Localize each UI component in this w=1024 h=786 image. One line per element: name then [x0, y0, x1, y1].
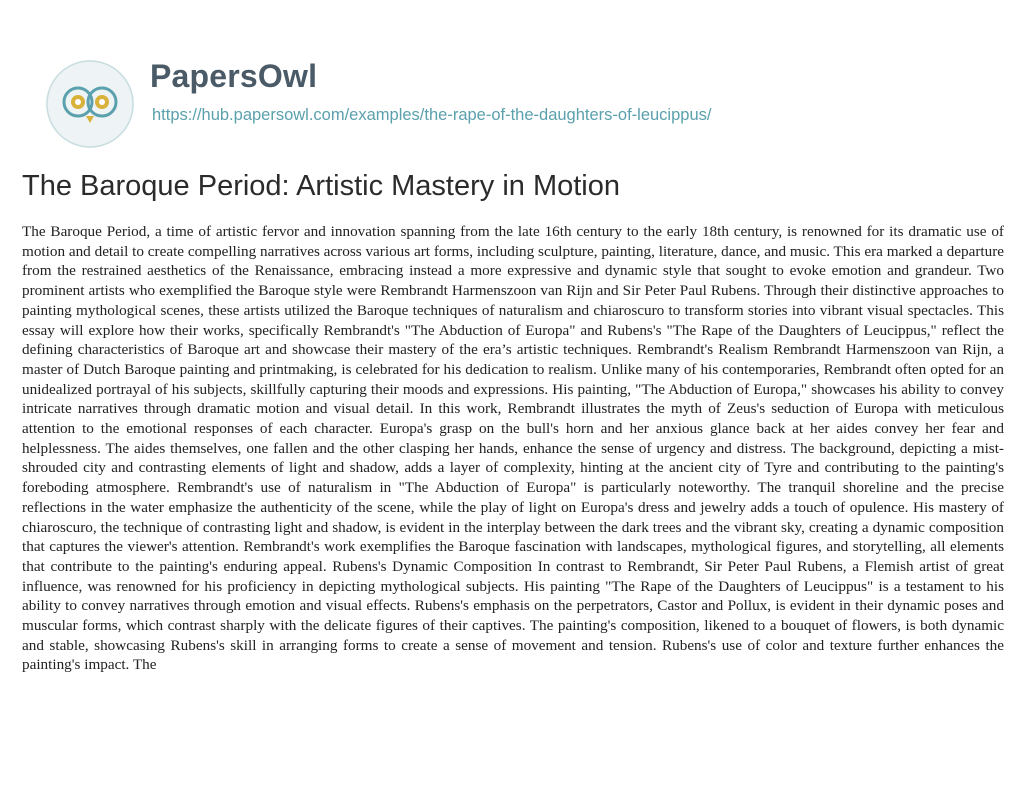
- bottom-fade-overlay: [0, 700, 1024, 786]
- article-title: The Baroque Period: Artistic Mastery in Motion: [22, 170, 620, 202]
- article-body: The Baroque Period, a time of artistic fervor and innovation spanning from the late 16th century to the early 18th century, is renowned for its dramatic use of motion and detail to create compelling narratives across various art forms, including sculpture, painting, literature, dance, and music. This era marked a departure from the restrained aesthetics of the Renaissance, embracing instead a more expressive and dynamic style that sought to evoke emotion and grandeur. Two prominent artists who exemplified the Baroque style were Rembrandt Harmenszoon van Rijn and Sir Peter Paul Rubens. Through their distinctive approaches to painting mythological scenes, these artists utilized the Baroque techniques of naturalism and chiaroscuro to transform stories into vibrant visual spectacles. This essay will explore how their works, specifically Rembrandt's "The Abduction of Europa" and Rubens's "The Rape of the Daughters of Leucippus," reflect the defining characteristics of Baroque art and showcase their mastery of the era’s artistic techniques. Rembrandt's Realism Rembrandt Harmenszoon van Rijn, a master of Dutch Baroque painting and printmaking, is celebrated for his dedication to realism. Unlike many of his contemporaries, Rembrandt often opted for an unidealized portrayal of his subjects, skillfully capturing their moods and expressions. His painting, "The Abduction of Europa," showcases his ability to convey intricate narratives through dramatic motion and visual detail. In this work, Rembrandt illustrates the myth of Zeus's seduction of Europa with meticulous attention to the emotional responses of each character. Europa's grasp on the bull's horn and her anxious glance back at her aides convey her fear and helplessness. The aides themselves, one fallen and the other clasping her hands, enhance the sense of urgency and distress. The background, depicting a mist-shrouded city and contrasting elements of light and shadow, adds a layer of complexity, hinting at the ancient city of Tyre and contributing to the painting's foreboding atmosphere. Rembrandt's use of naturalism in "The Abduction of Europa" is particularly noteworthy. The tranquil shoreline and the precise reflections in the water emphasize the authenticity of the scene, while the play of light on Europa's dress and jewelry adds a touch of opulence. His mastery of chiaroscuro, the technique of contrasting light and shadow, is evident in the interplay between the dark trees and the vibrant sky, creating a dynamic composition that captures the viewer's attention. Rembrandt's work exemplifies the Baroque fascination with landscapes, mythological figures, and storytelling, all elements that contribute to the painting's enduring appeal. Rubens's Dynamic Composition In contrast to Rembrandt, Sir Peter Paul Rubens, a Flemish artist of great influence, was renowned for his proficiency in depicting mythological subjects. His painting "The Rape of the Daughters of Leucippus" is a testament to his ability to convey narratives through emotion and visual effects. Rubens's emphasis on the perpetrators, Castor and Pollux, is evident in their dynamic poses and muscular forms, which contrast sharply with the delicate figures of their captives. The painting's composition, likened to a bouquet of flowers, is both dynamic and stable, showcasing Rubens's skill in arranging forms to create a sense of movement and tension. Rubens's use of color and texture further enhances the painting's impact. The: [22, 223, 1004, 674]
- owl-eyes-icon[interactable]: [42, 56, 138, 152]
- brand-name[interactable]: PapersOwl: [150, 58, 318, 94]
- source-url-link[interactable]: https://hub.papersowl.com/examples/the-rape-of-the-daughters-of-leucippus/: [152, 106, 712, 124]
- site-header: [42, 36, 1002, 136]
